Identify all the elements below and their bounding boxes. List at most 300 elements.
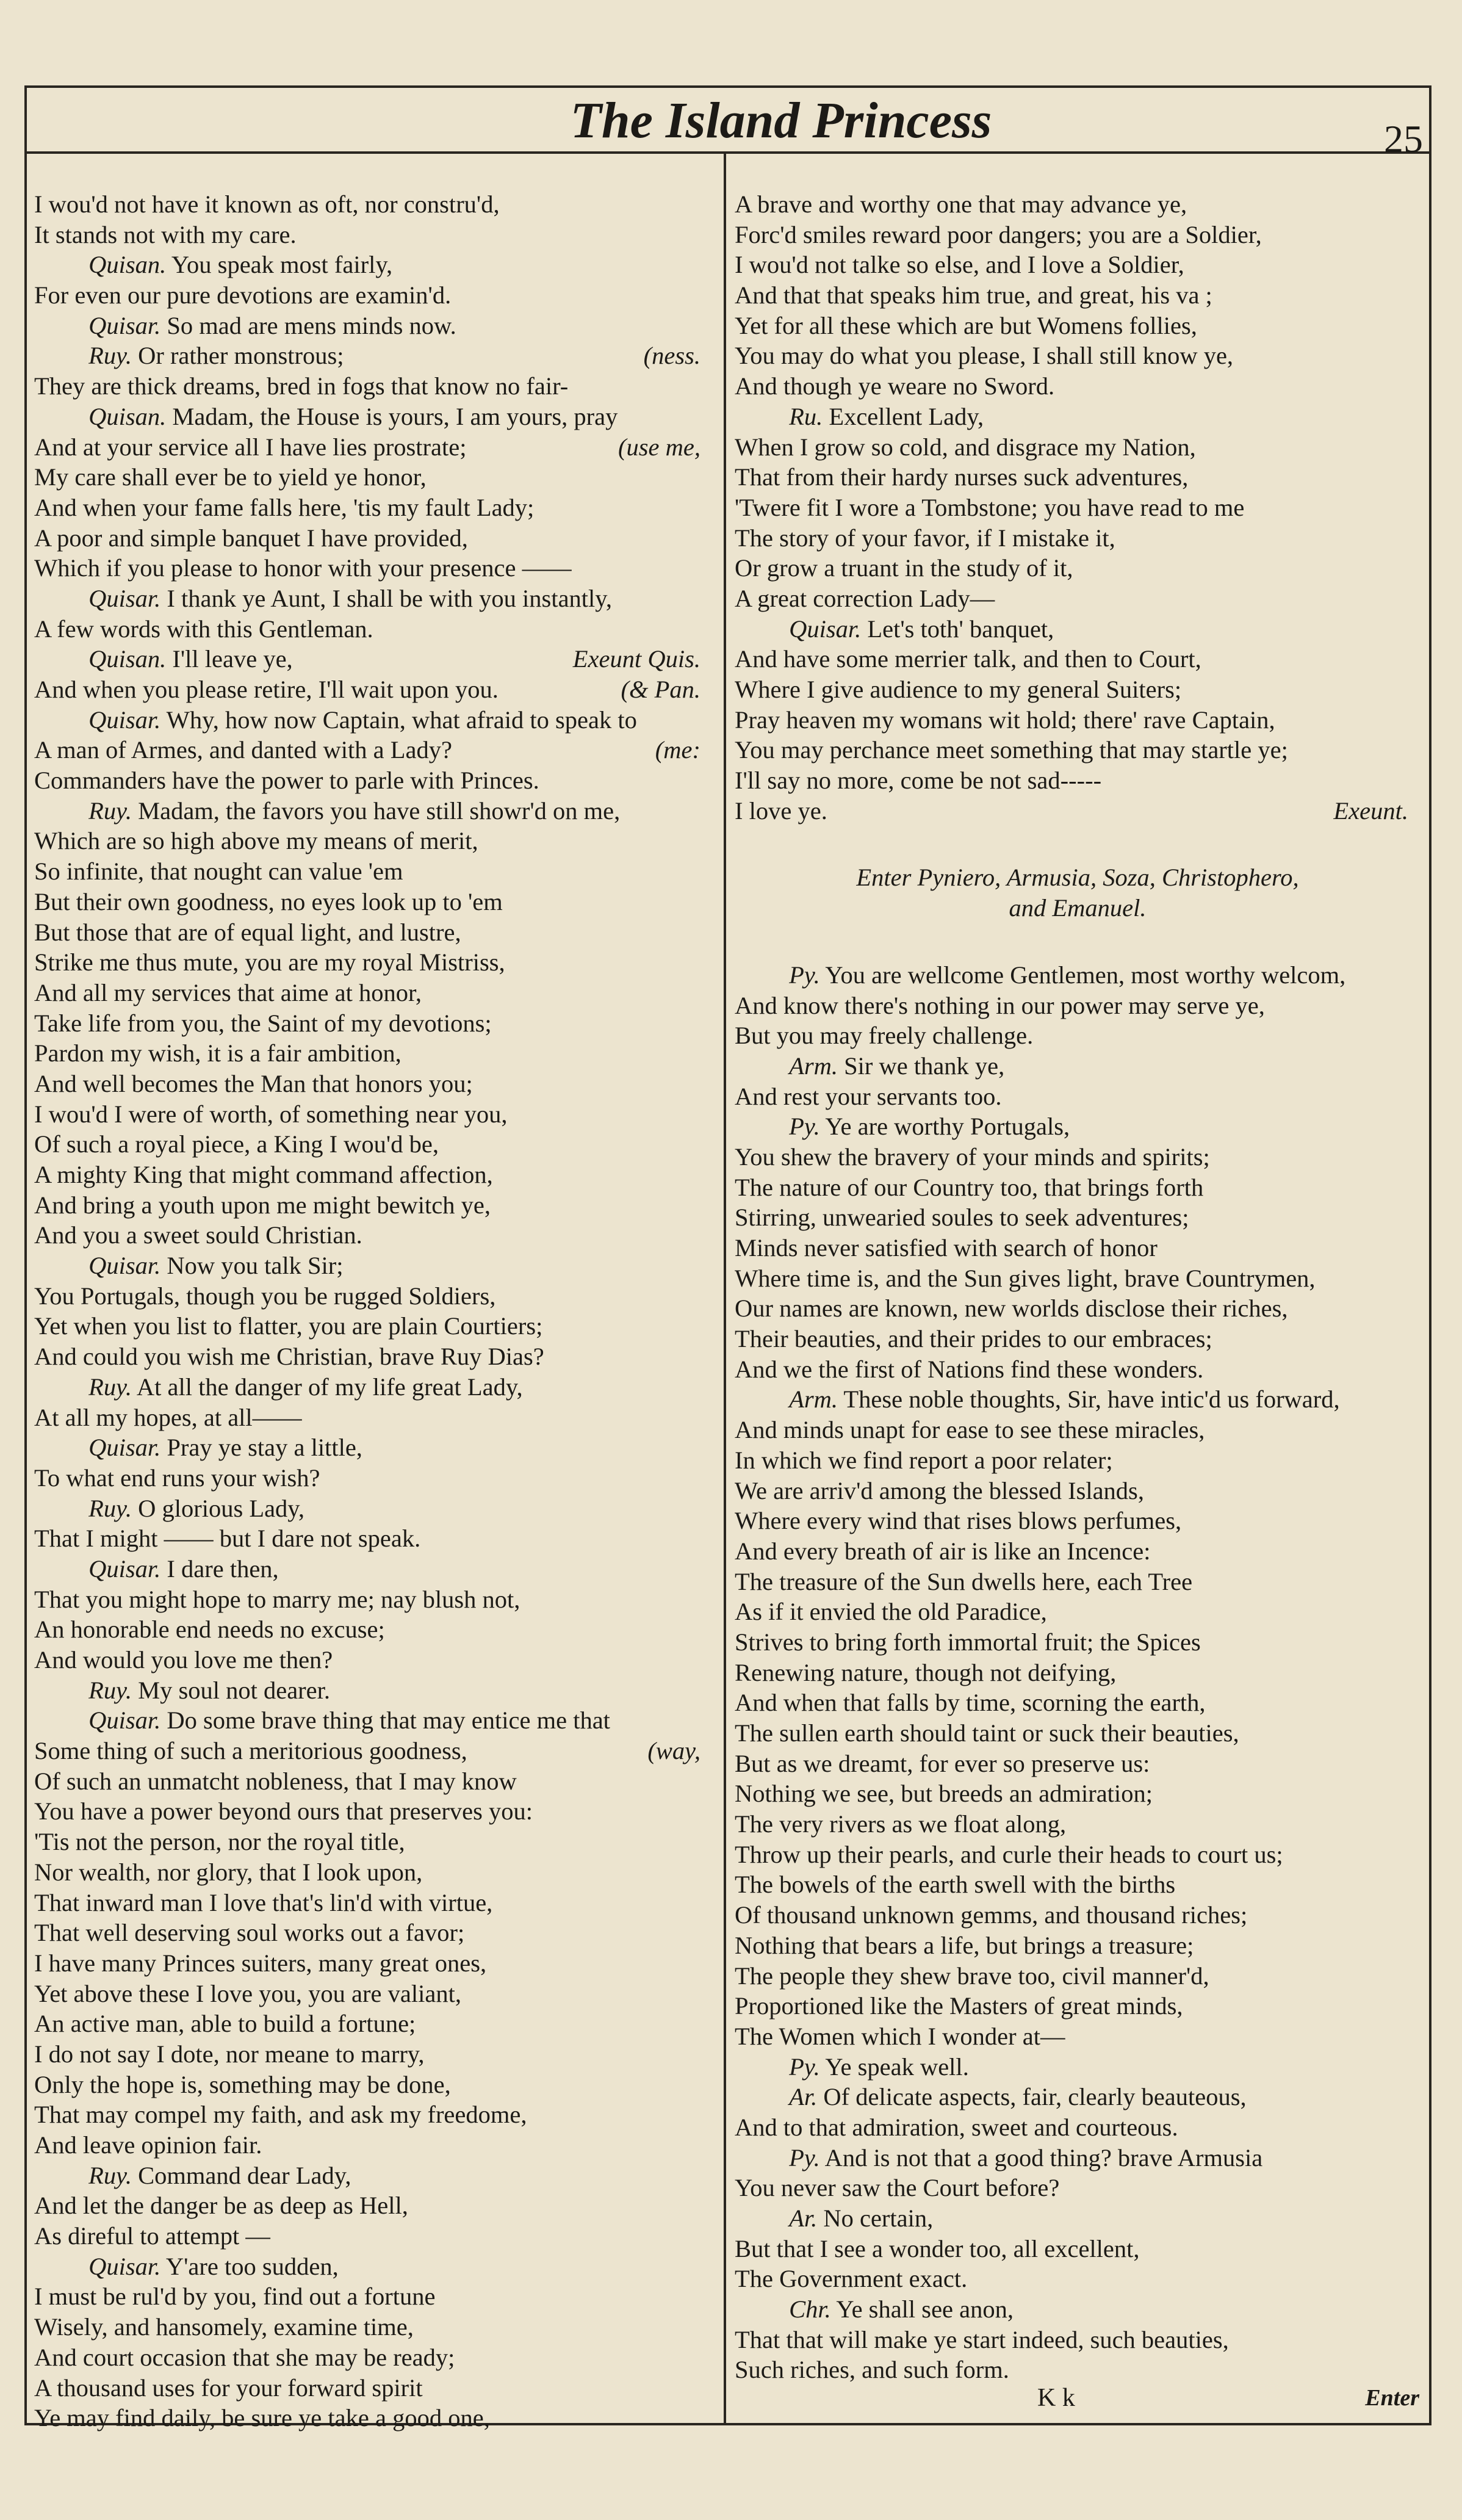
verse-line [34,371,713,402]
verse-line [34,735,713,765]
verse-line [735,1051,1421,1081]
line-text: Wisely, and hansomely, examine time, [34,2313,414,2341]
verse-line [34,1857,713,1888]
speaker-name: Ruy. [88,342,132,370]
line-text: A man of Armes, and danted with a Lady? [34,736,452,764]
stage-direction [735,893,1421,923]
right-margin-note: (use me, [618,433,700,461]
line-text: Ye speak well. [825,2052,969,2081]
speaker-name: Quisar. [88,1706,161,1735]
verse-line [34,1372,713,1403]
line-text: The treasure of the Sun dwells here, each Tree [735,1567,1193,1595]
verse-line [735,1961,1421,1991]
verse-line [735,1718,1421,1749]
speaker-name: Ruy. [88,1494,132,1522]
line-main [88,341,344,371]
verse-line [34,1827,713,1857]
verse-line [34,493,713,523]
speaker-name: Chr. [789,2295,831,2323]
verse-line [34,311,713,341]
line-text: I have many Princes suiters, many great ones, [34,1949,487,1977]
verse-line [34,917,713,948]
verse-line [735,1324,1421,1354]
verse-line [735,1688,1421,1718]
line-text: I dare then, [167,1554,279,1583]
line-text: Throw up their pearls, and curle their heads to court us; [735,1840,1283,1868]
line-text: The story of your favor, if I mistake it, [735,524,1115,552]
line-text: The sullen earth should taint or suck their beauties, [735,1719,1239,1747]
verse-line [34,2403,713,2433]
speaker-name: Quisan. [88,402,167,430]
line-text: You never saw the Court before? [735,2174,1060,2202]
speaker-name: Arm. [789,1385,838,1413]
line-main [34,735,452,765]
line-text: Renewing nature, though not deifying, [735,1658,1117,1686]
line-text: That inward man I love that's lin'd with virtue, [34,1888,493,1916]
line-text: Ye shall see anon, [836,2295,1014,2323]
line-text: That that will make ye start indeed, such beauties, [735,2325,1229,2353]
line-text: Let's toth' banquet, [867,615,1054,643]
page-number: 25 [1384,117,1423,161]
line-text: That may compel my faith, and ask my freedome, [34,2101,527,2129]
line-text: And every breath of air is like an Incence: [735,1537,1151,1565]
speaker-name: Ruy. [88,796,132,825]
verse-line [34,856,713,887]
line-text: And is not that a good thing? brave Armusia [824,2143,1263,2172]
verse-line [735,735,1421,765]
line-text: These noble thoughts, Sir, have intic'd us forward, [843,1385,1340,1413]
verse-line [34,553,713,583]
verse-line [34,1432,713,1463]
verse-line [735,1354,1421,1385]
verse-line [735,705,1421,735]
line-text: Pardon my wish, it is a fair ambition, [34,1039,402,1067]
right-margin-note: Exeunt. [1333,796,1408,825]
line-text: The Government exact. [735,2265,968,2293]
line-text: I'll leave ye, [172,645,293,673]
verse-line [34,2251,713,2282]
spacer [735,826,1421,862]
line-text: And rest your servants too. [735,1082,1002,1110]
line-text: Do some brave thing that may entice me that [167,1706,610,1735]
verse-line [34,1069,713,1099]
right-margin-note: (ness. [643,342,700,370]
verse-line [735,341,1421,371]
line-text: But you may freely challenge. [735,1022,1034,1050]
speaker-name: Ruy. [88,1676,132,1704]
verse-line [34,2130,713,2161]
verse-line [735,2082,1421,2112]
line-text: Some thing of such a meritorious goodness, [34,1737,467,1765]
verse-line [735,2052,1421,2082]
line-text: Madam, the favors you have still showr'd on me, [138,796,621,825]
line-text: I wou'd not have it known as oft, nor constru'd, [34,190,500,218]
line-text: Ye are worthy Portugals, [825,1113,1070,1141]
left-text-column [34,189,713,2433]
verse-line [735,1627,1421,1658]
verse-line [34,250,713,280]
verse-line [735,1506,1421,1536]
verse-line [735,1111,1421,1142]
verse-line [34,1493,713,1524]
speaker-name: Quisar. [88,1554,161,1583]
line-text: My care shall ever be to yield ye honor, [34,463,427,491]
line-text: The nature of our Country too, that brings forth [735,1173,1204,1201]
verse-line [735,1476,1421,1506]
line-text: But as we dreamt, for ever so preserve us: [735,1749,1150,1777]
line-text: Take life from you, the Saint of my devotions; [34,1009,492,1037]
line-text: An active man, able to build a fortune; [34,2010,416,2038]
verse-line [34,2099,713,2130]
line-text: And know there's nothing in our power may serve ye, [735,991,1265,1019]
line-text: They are thick dreams, bred in fogs that know no fair- [34,372,569,400]
line-text: And we the first of Nations find these wonders. [735,1355,1204,1383]
verse-line [34,1463,713,1493]
verse-line [34,978,713,1008]
line-text: You Portugals, though you be rugged Soldiers, [34,1282,496,1310]
verse-line [34,674,713,705]
line-text: I wou'd not talke so else, and I love a Soldier, [735,251,1184,279]
stage-direction-text: Enter Pyniero, Armusia, Soza, Christophero, [856,864,1299,892]
line-text: You speak most fairly, [171,251,393,279]
speaker-name: Arm. [789,1052,838,1080]
speaker-name: Quisar. [88,311,161,339]
verse-line [735,250,1421,280]
line-text: Proportioned like the Masters of great minds, [735,1992,1183,2020]
verse-line [34,1341,713,1372]
line-text: To what end runs your wish? [34,1464,320,1492]
verse-line [735,462,1421,493]
verse-line [735,1384,1421,1415]
verse-line [735,1930,1421,1961]
line-text: At all my hopes, at all—— [34,1403,302,1431]
verse-line [34,189,713,220]
verse-line [34,1554,713,1584]
line-text: Now you talk Sir; [167,1252,344,1280]
line-text: So infinite, that nought can value 'em [34,857,403,886]
speaker-name: Quisar. [88,1434,161,1462]
right-margin-note: (me: [655,736,700,764]
verse-line [735,2325,1421,2355]
line-text: That I might —— but I dare not speak. [34,1525,421,1553]
verse-line [735,1869,1421,1900]
line-text: Nothing that bears a life, but brings a treasure; [735,1931,1194,1959]
line-text: Or grow a truant in the study of it, [735,554,1073,582]
line-text: And have some merrier talk, and then to Court, [735,645,1201,673]
line-text: Nor wealth, nor glory, that I look upon, [34,1858,423,1886]
verse-line [34,1675,713,1706]
verse-line [735,1900,1421,1930]
verse-line [735,311,1421,341]
verse-line [34,947,713,978]
line-text: Where I give audience to my general Suiters; [735,676,1182,703]
verse-line [735,1991,1421,2021]
verse-line [34,402,713,432]
speaker-name: Ruy. [88,1373,132,1401]
verse-line [34,1766,713,1797]
line-text: A poor and simple banquet I have provided, [34,524,468,552]
verse-line [735,523,1421,554]
verse-line [735,1081,1421,1112]
verse-line [34,2009,713,2039]
line-text: That well deserving soul works out a favor; [34,1919,465,1947]
line-text: You have a power beyond ours that preserves you: [34,1797,533,1825]
line-text: So mad are mens minds now. [167,311,456,339]
verse-line [735,2355,1421,2385]
line-text: In which we find report a poor relater; [735,1446,1113,1474]
line-text: For even our pure devotions are examin'd. [34,281,452,309]
speaker-name: Quisan. [88,645,167,673]
verse-line [735,1293,1421,1324]
verse-line [34,220,713,250]
verse-line [34,2312,713,2342]
verse-line [34,1948,713,1979]
verse-line [34,1160,713,1190]
verse-line [735,402,1421,432]
speaker-name: Py. [789,1113,820,1141]
verse-line [735,2203,1421,2234]
line-text: As if it envied the old Paradice, [735,1598,1047,1626]
verse-line [34,887,713,917]
speaker-name: Quisar. [88,2252,161,2280]
line-text: And would you love me then? [34,1646,333,1673]
line-text: Excellent Lady, [829,402,984,430]
column-divider [724,154,726,2423]
speaker-name: Ar. [789,2204,818,2232]
verse-line [735,371,1421,402]
line-text: The bowels of the earth swell with the births [735,1871,1176,1899]
line-text: But those that are of equal light, and lustre, [34,918,461,946]
line-main [34,674,499,705]
verse-line [34,1796,713,1827]
speaker-name: Py. [789,961,820,989]
line-text: When I grow so cold, and disgrace my Nation, [735,433,1196,461]
line-text: O glorious Lady, [138,1494,305,1522]
line-text: And though ye weare no Sword. [735,372,1055,400]
line-text: But their own goodness, no eyes look up to 'em [34,887,503,915]
speaker-name: Quisar. [88,706,161,734]
line-text: 'Twere fit I wore a Tombstone; you have read to me [735,493,1245,521]
line-text: Our names are known, new worlds disclose their riches, [735,1294,1288,1323]
speaker-name: Quisar. [789,615,862,643]
verse-line [735,1202,1421,1233]
line-text: Ye may find daily, be sure ye take a good one, [34,2404,490,2432]
line-text: Such riches, and such form. [735,2356,1009,2384]
verse-line [735,2021,1421,2052]
verse-line [34,2281,713,2312]
header-rule [24,151,1431,154]
verse-line [34,2190,713,2221]
line-text: A mighty King that might command affection, [34,1161,493,1188]
verse-line [34,1584,713,1615]
verse-line [34,1979,713,2009]
line-text: Strike me thus mute, you are my royal Mistriss, [34,948,505,977]
line-text: And court occasion that she may be ready; [34,2343,455,2371]
line-text: A brave and worthy one that may advance ye, [735,190,1187,218]
verse-line [34,1736,713,1766]
line-text: Which if you please to honor with your presence —— [34,554,572,582]
verse-line [34,1008,713,1039]
line-text: Yet when you list to flatter, you are plain Courtiers; [34,1312,543,1340]
line-text: And let the danger be as deep as Hell, [34,2192,408,2220]
line-text: And you a sweet sould Christian. [34,1221,362,1249]
verse-line [34,826,713,856]
line-text: And when your fame falls here, 'tis my fault Lady; [34,493,535,521]
line-text: 'Tis not the person, nor the royal title, [34,1828,405,1856]
verse-line [34,1251,713,1281]
line-text: Why, how now Captain, what afraid to speak to [166,706,637,734]
verse-line [735,2234,1421,2264]
verse-line [34,705,713,735]
line-text: And leave opinion fair. [34,2131,262,2159]
line-text: At all the danger of my life great Lady, [136,1373,523,1401]
verse-line [735,2173,1421,2203]
line-text: Y'are too sudden, [165,2252,339,2280]
line-text: I'll say no more, come be not sad----- [735,767,1102,795]
line-text: I love ye. [735,796,827,825]
verse-line [735,1809,1421,1839]
verse-line [735,1263,1421,1294]
line-text: And minds unapt for ease to see these miracles, [735,1416,1205,1444]
verse-line [735,2143,1421,2173]
verse-line [34,614,713,644]
verse-line [735,1567,1421,1597]
signature-mark: K k [1037,2384,1075,2412]
verse-line [735,1536,1421,1567]
line-text: Of delicate aspects, fair, clearly beauteous, [823,2083,1247,2111]
line-text: And could you wish me Christian, brave Ruy Dias? [34,1343,544,1371]
line-text: A few words with this Gentleman. [34,615,373,643]
verse-line [735,1749,1421,1779]
line-text: My soul not dearer. [138,1676,331,1704]
line-text: Or rather monstrous; [138,342,344,370]
line-text: The Women which I wonder at— [735,2022,1065,2050]
speaker-name: Quisan. [88,251,167,279]
line-main [34,1736,467,1766]
line-text: And all my services that aime at honor, [34,978,422,1006]
verse-line [34,1614,713,1645]
verse-line [735,1020,1421,1051]
line-text: I thank ye Aunt, I shall be with you instantly, [167,584,613,612]
line-text: Where every wind that rises blows perfumes, [735,1507,1182,1535]
speaker-name: Ru. [789,402,823,430]
line-text: That from their hardy nurses suck adventures, [735,463,1189,491]
line-text: That you might hope to marry me; nay blush not, [34,1585,520,1613]
verse-line [735,189,1421,220]
verse-line [735,1142,1421,1172]
line-text: Madam, the House is yours, I am yours, pray [172,402,618,430]
catchword: Enter [1365,2385,1419,2411]
line-text: Strives to bring forth immortal fruit; the Spices [735,1628,1201,1656]
line-text: A great correction Lady— [735,584,995,612]
line-main [34,432,467,463]
line-text: And when that falls by time, scorning the earth, [735,1689,1206,1717]
line-text: Yet above these I love you, you are valiant, [34,1979,461,2007]
line-text: Pray heaven my womans wit hold; there' rave Captain, [735,706,1275,734]
verse-line [735,493,1421,523]
line-text: I wou'd I were of worth, of something near you, [34,1100,508,1128]
line-text: It stands not with my care. [34,220,297,248]
verse-line [735,1597,1421,1627]
verse-line [34,1403,713,1433]
verse-line [34,765,713,796]
line-text: As direful to attempt — [34,2222,270,2250]
verse-line [34,644,713,674]
line-text: Command dear Lady, [138,2161,351,2189]
verse-line [34,2373,713,2403]
line-text: Commanders have the power to parle with Princes. [34,767,539,795]
verse-line [34,2221,713,2251]
line-text: Nothing we see, but breeds an admiration; [735,1780,1153,1808]
verse-line [34,2161,713,2191]
verse-line [34,1099,713,1130]
verse-line [34,280,713,311]
line-text: Of such a royal piece, a King I wou'd be, [34,1130,439,1158]
verse-line [735,2112,1421,2143]
line-text: But that I see a wonder too, all excellent, [735,2234,1140,2262]
verse-line [34,462,713,493]
verse-line [34,2039,713,2070]
line-text: And bring a youth upon me might bewitch ye, [34,1191,491,1219]
verse-line [735,644,1421,674]
verse-line [34,1190,713,1221]
verse-line [735,614,1421,644]
speaker-name: Quisar. [88,584,161,612]
line-text: You are wellcome Gentlemen, most worthy welcom, [825,961,1346,989]
verse-line [735,220,1421,250]
verse-line [34,1038,713,1069]
line-text: Sir we thank ye, [844,1052,1005,1080]
line-text: We are arriv'd among the blessed Islands, [735,1476,1144,1504]
verse-line [34,1129,713,1160]
line-text: Minds never satisfied with search of honor [735,1234,1158,1262]
speaker-name: Quisar. [88,1252,161,1280]
line-text: Forc'd smiles reward poor dangers; you are a Soldier, [735,220,1262,248]
verse-line [735,1172,1421,1203]
verse-line [735,553,1421,583]
verse-line [34,1918,713,1948]
line-text: A thousand uses for your forward spirit [34,2374,423,2402]
line-text: The people they shew brave too, civil manner'd, [735,1962,1209,1990]
verse-line [735,1233,1421,1263]
verse-line [735,1415,1421,1445]
verse-line [34,1220,713,1251]
stage-direction-text: and Emanuel. [1009,894,1147,922]
verse-line [34,1311,713,1341]
verse-line [34,341,713,371]
verse-line [34,1281,713,1312]
line-text: Where time is, and the Sun gives light, brave Countrymen, [735,1264,1316,1292]
verse-line [34,1705,713,1736]
verse-line [735,960,1421,991]
verse-line [735,674,1421,705]
stage-direction [735,862,1421,893]
verse-line [34,432,713,463]
right-margin-note: Exeunt Quis. [572,645,700,673]
running-title: The Island Princess [570,92,992,149]
right-text-column [735,189,1421,2385]
verse-line [34,2070,713,2100]
spacer [735,923,1421,960]
line-text: You shew the bravery of your minds and spirits; [735,1143,1210,1171]
line-main [735,796,827,826]
verse-line [735,796,1421,826]
line-text: I do not say I dote, nor meane to marry, [34,2040,425,2068]
verse-line [735,2264,1421,2294]
line-text: Stirring, unwearied soules to seek adventures; [735,1204,1189,1232]
verse-line [34,583,713,614]
verse-line [735,583,1421,614]
